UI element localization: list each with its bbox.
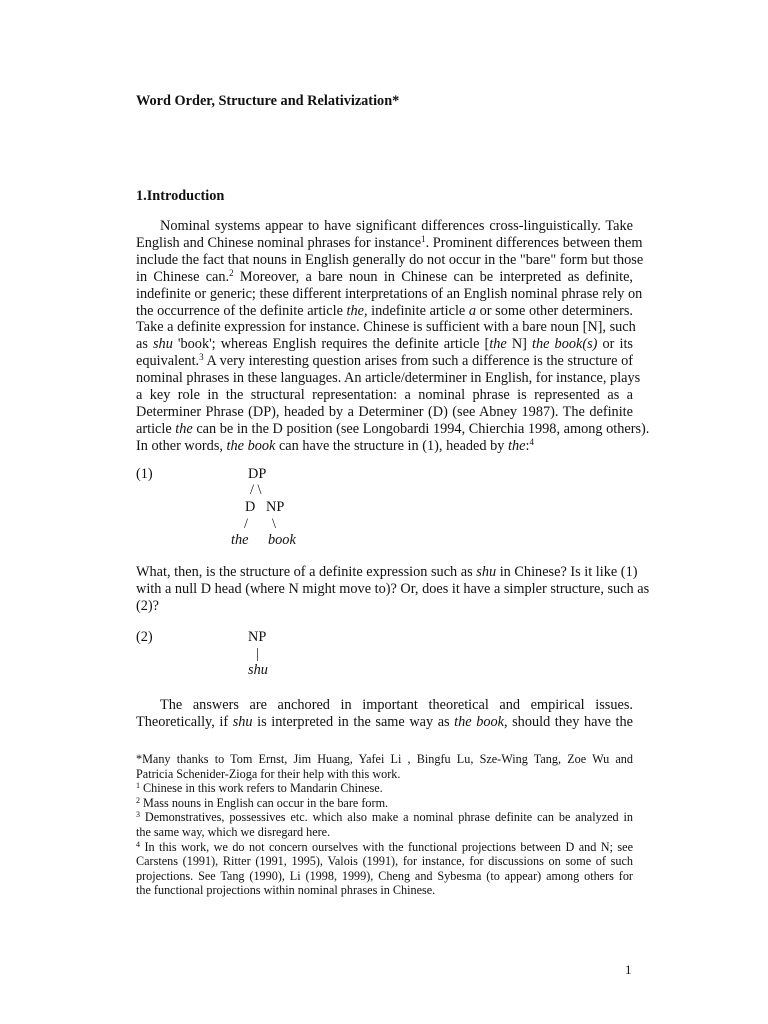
tree-branch: / [244,516,248,532]
text-line: Nominal systems appear to have significant differences cross-linguistically. Take [160,218,633,234]
text-line: indefinite or generic; these different interpretations of an English nominal phrase rely on [136,285,643,302]
tree-leaf-shu: shu [248,662,268,678]
footnote-3: $^3$ Demonstratives, possessives etc. which also make a nominal phrase definite can be analyzed in [136,810,633,825]
footnote-4: Carstens (1991), Ritter (1991, 1995), Valois (1991), for instance, for discussions on some of such [136,854,633,869]
example-2-label: (2) [136,629,153,645]
paper-title: Word Order, Structure and Relativization* [136,93,400,109]
paragraph-answers [136,697,633,731]
text-line: The answers are anchored in important theoretical and empirical issues. [160,697,633,713]
text-line: English and Chinese nominal phrases for instance$^1$. Prominent differences between them [136,233,643,251]
section-heading: 1.Introduction [136,188,225,204]
text-line: Take a definite expression for instance. Chinese is sufficient with a bare noun [N], such [136,319,636,336]
paragraph-question [136,564,650,615]
text-line: a key role in the structural representation: a nominal phrase is represented as a [136,387,633,404]
tree-leaf-the: the [231,532,249,548]
footnote-3: the same way, which we disregard here. [136,824,331,839]
text-line: the occurrence of the definite article the, indefinite article a or some other determiners. [136,302,633,319]
footnote-4: the functional projections within nominal phrases in Chinese. [136,883,436,898]
text-line: equivalent.$^3$ A very interesting question arises from such a difference is the structure of [136,352,633,370]
text-line: What, then, is the structure of a definite expression such as shu in Chinese? Is it like (1) [136,564,638,580]
footnote-4: $^4$ In this work, we do not concern ourselves with the functional projections between D and N; see [136,839,633,854]
footnotes [136,752,633,898]
text-line: include the fact that nouns in English generally do not occur in the "bare" form but those [136,251,644,268]
footnote-ref: 4 [529,436,534,447]
page-number: 1 [625,962,632,977]
tree-node-np: NP [266,499,285,515]
paragraph-introduction [136,218,650,455]
tree-node-d: D [245,499,256,515]
tree-branch: | [256,646,259,662]
tree-branch: \ [272,516,276,532]
footnote-ref: 2 [229,267,234,278]
footnote-4: projections. See Tang (1990), Li (1998, 1999), Cheng and Sybesma (to appear) among others for [136,868,633,883]
text-line: in Chinese can.$^2$ Moreover, a bare noun in Chinese can be interpreted as definite, [136,267,633,285]
text-line: article the can be in the D position (see Longobardi 1994, Chierchia 1998, among others). [136,420,650,437]
tree-leaf-book: book [268,532,296,548]
example-1-label: (1) [136,466,153,482]
footnote-acknowledgment: Patricia Schenider-Zioga for their help with this work. [136,766,401,781]
text-line: (2)? [136,597,160,614]
footnote-1: $^1$ Chinese in this work refers to Mandarin Chinese. [136,781,383,796]
text-line: nominal phrases in these languages. An article/determiner in English, for instance, plays [136,370,641,387]
text-line: as shu 'book'; whereas English requires the definite article [the N] the book(s) or its [136,336,633,353]
footnote-ref: 3 [199,352,204,363]
text-line: In other words, the book can have the structure in (1), headed by the:$^4$ [136,436,534,454]
text-line: Determiner Phrase (DP), headed by a Determiner (D) (see Abney 1987). The definite [136,403,633,420]
text-line: with a null D head (where N might move to)? Or, does it have a simpler structure, such as [136,580,650,597]
tree-node-dp: DP [248,466,267,482]
tree-node-np: NP [248,629,267,645]
tree-branch: / \ [250,482,262,498]
footnote-acknowledgment: *Many thanks to Tom Ernst, Jim Huang, Yafei Li , Bingfu Lu, Sze-Wing Tang, Zoe Wu and [136,752,633,766]
text-line: Theoretically, if shu is interpreted in the same way as the book, should they have the [136,713,633,730]
footnote-ref: 1 [421,233,426,244]
footnote-2: $^2$ Mass nouns in English can occur in the bare form. [136,795,389,810]
